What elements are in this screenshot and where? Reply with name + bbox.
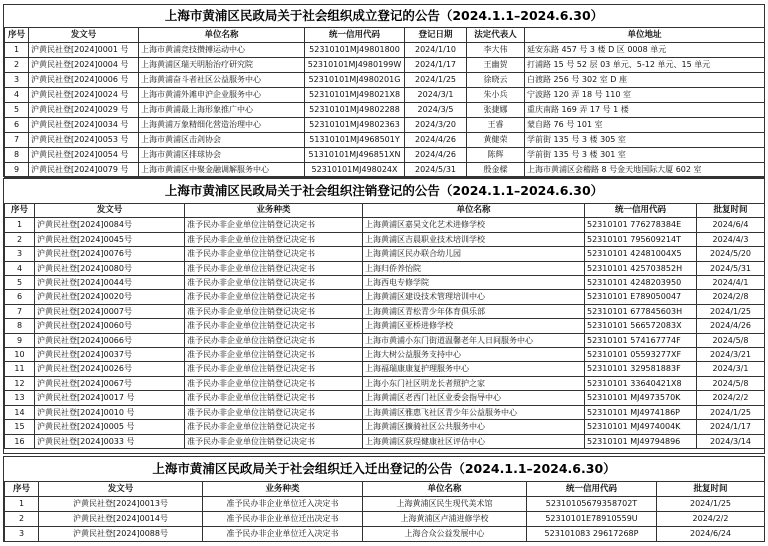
cancellation-table [4, 203, 765, 449]
table-cell: 52310101 329581883F [585, 362, 697, 376]
table-cell: 52310101 MJ49794896 [585, 434, 697, 448]
relocation-table [4, 481, 765, 542]
table-cell: 上海黄浦区雅惠飞社区青少年公益服务中心 [363, 405, 585, 419]
table-cell: 准予民办非企业单位注销登记决定书 [185, 391, 363, 405]
table-cell: 2024/3/20 [405, 118, 467, 133]
column-header: 批复时间 [697, 204, 765, 218]
table-cell: 准予民办非企业单位注销登记决定书 [185, 261, 363, 275]
table-cell: 沪黄民社登[2024]0014号 [39, 512, 203, 527]
table-cell: 上海归侨养怡院 [363, 261, 585, 275]
column-header: 法定代表人 [467, 28, 525, 43]
table-cell: 6 [5, 290, 35, 304]
table-cell: 沪黄民社登[2024]0079 号 [29, 163, 139, 178]
table-cell: 2024/2/2 [697, 391, 765, 405]
registration-section [3, 4, 765, 177]
table-cell: 51310101MJ4968501Y [305, 133, 405, 148]
table-cell: 上海黄浦区老西门社区业委会指导中心 [363, 391, 585, 405]
table-cell: 上海黄浦区建设技术管理培训中心 [363, 290, 585, 304]
table-cell: 准予民办非企业单位迁入决定书 [203, 497, 363, 512]
relocation-section [3, 456, 765, 542]
table-cell: 2024/5/31 [697, 261, 765, 275]
table-cell: 准予民办非企业单位注销登记决定书 [185, 434, 363, 448]
table-cell: 上海黄浦区卢浦进修学校 [363, 512, 527, 527]
table-cell: 52310101MJ49802363 [305, 118, 405, 133]
table-cell: 上海黄浦区青松青少年体育俱乐部 [363, 304, 585, 318]
table-cell: 8 [5, 148, 29, 163]
column-header: 单位名称 [363, 482, 527, 497]
table-cell: 沪黄民社登[2024]0006 号 [29, 73, 139, 88]
table-row [5, 118, 765, 133]
registration-title: 上海市黄浦区民政局关于社会组织成立登记的公告（2024.1.1–2024.6.30） [164, 8, 604, 23]
table-cell: 上海黄浦区民办联合幼儿园 [363, 247, 585, 261]
table-cell: 2024/5/8 [697, 376, 765, 390]
registration-table [4, 27, 765, 178]
table-cell: 2024/1/25 [697, 304, 765, 318]
table-cell: 黄健荣 [467, 133, 525, 148]
column-header: 发文号 [35, 204, 185, 218]
table-cell: 蒙自路 76 号 101 室 [525, 118, 765, 133]
table-cell: 1 [5, 497, 39, 512]
table-cell: 上海西电专修学院 [363, 276, 585, 290]
relocation-title: 上海市黄浦区民政局关于社会组织迁入迁出登记的公告（2024.1.1–2024.6.30） [152, 461, 616, 476]
table-cell: 沪黄民社登[2024]0054 号 [29, 148, 139, 163]
table-row [5, 232, 765, 246]
table-cell: 上海市黄浦小东门街道温馨老年人日间服务中心 [363, 333, 585, 347]
table-cell: 延安东路 457 号 3 楼 D 区 0008 单元 [525, 43, 765, 58]
table-cell: 523101083 29617268P [527, 527, 657, 542]
table-cell: 准予民办非企业单位注销登记决定书 [185, 247, 363, 261]
table-row [5, 88, 765, 103]
table-cell: 1 [5, 43, 29, 58]
table-cell: 52310101MJ4980199W [305, 58, 405, 73]
table-row [5, 163, 765, 178]
table-cell: 2024/1/10 [405, 43, 467, 58]
table-cell: 2024/3/5 [405, 103, 467, 118]
table-cell: 2024/1/17 [697, 420, 765, 434]
table-cell: 沪黄民社登[2024]0076号 [35, 247, 185, 261]
table-cell: 沪黄民社登[2024]0029 号 [29, 103, 139, 118]
table-cell: 52310101 MJ4974186P [585, 405, 697, 419]
table-cell: 2024/4/1 [697, 276, 765, 290]
column-header: 统一信用代码 [585, 204, 697, 218]
registration-header-row [5, 28, 765, 43]
table-cell: 2024/6/4 [697, 218, 765, 232]
table-cell: 52310101 E789050047 [585, 290, 697, 304]
table-cell: 沪黄民社登[2024]0084号 [35, 218, 185, 232]
table-cell: 11 [5, 362, 35, 376]
table-cell: 52310101MJ4980201G [305, 73, 405, 88]
table-cell: 陈辉 [467, 148, 525, 163]
table-cell: 2024/6/24 [657, 527, 765, 542]
table-cell: 上海市黄浦区击剑协会 [139, 133, 305, 148]
table-cell: 52310101 425703852H [585, 261, 697, 275]
table-row [5, 362, 765, 376]
table-row [5, 405, 765, 419]
table-cell: 上海黄浦区吉晨职业技术培训学校 [363, 232, 585, 246]
table-cell: 上海黄浦区民生现代美术馆 [363, 497, 527, 512]
table-cell: 9 [5, 163, 29, 178]
column-header: 批复时间 [657, 482, 765, 497]
table-cell: 上海黄浦区荻珵健康社区评估中心 [363, 434, 585, 448]
column-header: 业务种类 [185, 204, 363, 218]
column-header: 登记日期 [405, 28, 467, 43]
table-cell: 上海大树公益服务支持中心 [363, 348, 585, 362]
table-cell: 2024/4/26 [405, 148, 467, 163]
table-cell: 李大伟 [467, 43, 525, 58]
table-cell: 52310101 574167774F [585, 333, 697, 347]
table-cell: 2024/3/1 [697, 362, 765, 376]
table-cell: 52310101 776278384E [585, 218, 697, 232]
table-row [5, 276, 765, 290]
table-cell: 2024/2/8 [697, 290, 765, 304]
table-cell: 上海黄浦区瑞天明胎治疗研究院 [139, 58, 305, 73]
table-cell: 14 [5, 405, 35, 419]
table-cell: 9 [5, 333, 35, 347]
table-row [5, 512, 765, 527]
table-cell: 上海市黄浦外滩申沪企业服务中心 [139, 88, 305, 103]
table-cell: 1 [5, 218, 35, 232]
table-cell: 52310101 4248203950 [585, 276, 697, 290]
table-cell: 51310101MJ496851XN [305, 148, 405, 163]
table-row [5, 148, 765, 163]
table-cell: 沪黄民社登[2024]0067号 [35, 376, 185, 390]
column-header: 业务种类 [203, 482, 363, 497]
table-cell: 3 [5, 527, 39, 542]
table-cell: 2024/2/2 [657, 512, 765, 527]
table-cell: 沪黄民社登[2024]0080号 [35, 261, 185, 275]
table-row [5, 73, 765, 88]
table-cell: 52310101MJ49801800 [305, 43, 405, 58]
table-cell: 徐晓云 [467, 73, 525, 88]
table-cell: 2024/3/14 [697, 434, 765, 448]
table-cell: 5 [5, 103, 29, 118]
table-row [5, 261, 765, 275]
table-cell: 沪黄民社登[2024]0007号 [35, 304, 185, 318]
table-cell: 2024/3/21 [697, 348, 765, 362]
table-cell: 王幽贺 [467, 58, 525, 73]
table-cell: 8 [5, 319, 35, 333]
table-cell: 沪黄民社登[2024]0004 号 [29, 58, 139, 73]
column-header: 序号 [5, 482, 39, 497]
column-header: 统一信用代码 [305, 28, 405, 43]
table-cell: 13 [5, 391, 35, 405]
table-cell: 16 [5, 434, 35, 448]
table-cell: 准予民办非企业单位注销登记决定书 [185, 232, 363, 246]
table-cell: 52310101MJ498021X8 [305, 88, 405, 103]
table-cell: 7 [5, 133, 29, 148]
table-cell: 2024/4/3 [697, 232, 765, 246]
table-cell: 沪黄民社登[2024]0001 号 [29, 43, 139, 58]
table-cell: 宁波路 120 弄 18 号 110 室 [525, 88, 765, 103]
table-cell: 准予民办非企业单位注销登记决定书 [185, 405, 363, 419]
table-cell: 准予民办非企业单位注销登记决定书 [185, 362, 363, 376]
table-cell: 上海市黄浦最上海形象推广中心 [139, 103, 305, 118]
table-cell: 准予民办非企业单位注销登记决定书 [185, 276, 363, 290]
table-cell: 沪黄民社登[2024]0066号 [35, 333, 185, 347]
table-cell: 2024/4/26 [405, 133, 467, 148]
column-header: 序号 [5, 204, 35, 218]
table-cell: 沪黄民社登[2024]0010 号 [35, 405, 185, 419]
table-cell: 上海市黄浦区会稽路 8 号金天地国际大厦 602 室 [525, 163, 765, 178]
table-cell: 2024/3/1 [405, 88, 467, 103]
table-cell: 准予民办非企业单位注销登记决定书 [185, 376, 363, 390]
table-cell: 52310101E78910559U [527, 512, 657, 527]
table-cell: 上海福瑞康康复护理服务中心 [363, 362, 585, 376]
table-cell: 4 [5, 88, 29, 103]
table-cell: 52310101 MJ4973570K [585, 391, 697, 405]
table-cell: 沪黄民社登[2024]0088号 [39, 527, 203, 542]
table-cell: 准予民办非企业单位注销登记决定书 [185, 218, 363, 232]
table-cell: 52310101 677845603H [585, 304, 697, 318]
table-cell: 上海黄浦区嘉昊文化艺术进修学校 [363, 218, 585, 232]
table-cell: 沪黄民社登[2024]0024 号 [29, 88, 139, 103]
table-cell: 52310101 05593277XF [585, 348, 697, 362]
table-cell: 准予民办非企业单位迁出决定书 [203, 512, 363, 527]
table-row [5, 333, 765, 347]
table-cell: 重庆南路 169 弄 17 号 1 楼 [525, 103, 765, 118]
table-cell: 上海市黄浦区排球协会 [139, 148, 305, 163]
table-cell: 沪黄民社登[2024]0045号 [35, 232, 185, 246]
table-cell: 6 [5, 118, 29, 133]
table-cell: 沪黄民社登[2024]0053 号 [29, 133, 139, 148]
table-cell: 52310101 42481004X5 [585, 247, 697, 261]
cancellation-header-row [5, 204, 765, 218]
table-cell: 52310101 33640421X8 [585, 376, 697, 390]
table-cell: 上海市黄浦区中聚金融调解服务中心 [139, 163, 305, 178]
table-cell: 准予民办非企业单位注销登记决定书 [185, 333, 363, 347]
table-row [5, 420, 765, 434]
table-cell: 上海黄浦万象精细化营造治理中心 [139, 118, 305, 133]
table-cell: 15 [5, 420, 35, 434]
table-cell: 52310101 795609214T [585, 232, 697, 246]
table-cell: 沪黄民社登[2024]0033 号 [35, 434, 185, 448]
table-cell: 张捷娜 [467, 103, 525, 118]
table-row [5, 58, 765, 73]
table-cell: 准予民办非企业单位迁入决定书 [203, 527, 363, 542]
table-cell: 2024/1/17 [405, 58, 467, 73]
table-cell: 朱小兵 [467, 88, 525, 103]
column-header: 发文号 [29, 28, 139, 43]
relocation-header-row [5, 482, 765, 497]
table-cell: 2 [5, 512, 39, 527]
table-cell: 准予民办非企业单位注销登记决定书 [185, 304, 363, 318]
table-cell: 2024/5/20 [697, 247, 765, 261]
table-cell: 沪黄民社登[2024]0037号 [35, 348, 185, 362]
table-cell: 上海黄浦奋斗者社区公益服务中心 [139, 73, 305, 88]
table-row [5, 527, 765, 542]
table-row [5, 434, 765, 448]
table-cell: 上海小东门社区明龙长者照护之家 [363, 376, 585, 390]
table-cell: 殷金樑 [467, 163, 525, 178]
column-header: 序号 [5, 28, 29, 43]
table-cell: 上海黄浦区擴骑社区公共服务中心 [363, 420, 585, 434]
table-row [5, 391, 765, 405]
column-header: 统一信用代码 [527, 482, 657, 497]
table-row [5, 103, 765, 118]
table-row [5, 247, 765, 261]
table-cell: 2 [5, 58, 29, 73]
table-cell: 沪黄民社登[2024]0005 号 [35, 420, 185, 434]
table-row [5, 348, 765, 362]
table-row [5, 290, 765, 304]
table-cell: 12 [5, 376, 35, 390]
table-cell: 2024/5/31 [405, 163, 467, 178]
table-cell: 沪黄民社登[2024]0017 号 [35, 391, 185, 405]
table-cell: 沪黄民社登[2024]0020号 [35, 290, 185, 304]
table-cell: 52310101 566572083X [585, 319, 697, 333]
table-cell: 打浦路 15 号 52 层 03 单元、5-12 单元、15 单元 [525, 58, 765, 73]
table-cell: 2024/1/25 [697, 405, 765, 419]
table-cell: 白渡路 256 号 302 室 D 座 [525, 73, 765, 88]
column-header: 单位地址 [525, 28, 765, 43]
table-cell: 准予民办非企业单位注销登记决定书 [185, 319, 363, 333]
table-row [5, 218, 765, 232]
table-cell: 5231010567935870​2T [527, 497, 657, 512]
table-cell: 10 [5, 348, 35, 362]
table-cell: 准予民办非企业单位注销登记决定书 [185, 348, 363, 362]
table-cell: 2024/5/8 [697, 333, 765, 347]
table-cell: 准予民办非企业单位注销登记决定书 [185, 420, 363, 434]
table-cell: 2024/1/25 [657, 497, 765, 512]
table-cell: 52310101MJ49802288 [305, 103, 405, 118]
table-row [5, 133, 765, 148]
table-cell: 5 [5, 276, 35, 290]
table-cell: 准予民办非企业单位注销登记决定书 [185, 290, 363, 304]
table-cell: 沪黄民社登[2024]0026号 [35, 362, 185, 376]
table-cell: 学前街 135 号 3 楼 305 室 [525, 133, 765, 148]
table-cell: 沪黄民社登[2024]0013号 [39, 497, 203, 512]
table-row [5, 376, 765, 390]
table-cell: 沪黄民社登[2024]0044号 [35, 276, 185, 290]
table-cell: 3 [5, 73, 29, 88]
table-cell: 上海市黄浦竞技攒搏运动中心 [139, 43, 305, 58]
table-row [5, 304, 765, 318]
table-cell: 2 [5, 232, 35, 246]
cancellation-section [3, 178, 765, 454]
table-cell: 学前街 135 号 3 楼 301 室 [525, 148, 765, 163]
column-header: 发文号 [39, 482, 203, 497]
table-cell: 沪黄民社登[2024]0034 号 [29, 118, 139, 133]
table-cell: 2024/4/26 [697, 319, 765, 333]
table-row [5, 43, 765, 58]
table-row [5, 319, 765, 333]
table-cell: 7 [5, 304, 35, 318]
table-cell: 王睿 [467, 118, 525, 133]
table-cell: 4 [5, 261, 35, 275]
cancellation-title: 上海市黄浦区民政局关于社会组织注销登记的公告（2024.1.1–2024.6.30） [164, 183, 604, 198]
table-row [5, 497, 765, 512]
table-cell: 2024/1/25 [405, 73, 467, 88]
table-cell: 3 [5, 247, 35, 261]
column-header: 单位名称 [363, 204, 585, 218]
table-cell: 52310101MJ498024X [305, 163, 405, 178]
column-header: 单位名称 [139, 28, 305, 43]
table-cell: 上海黄浦区亚桥进修学校 [363, 319, 585, 333]
table-cell: 上海合众公益发展中心 [363, 527, 527, 542]
table-cell: 52310101 MJ4974004K [585, 420, 697, 434]
table-cell: 沪黄民社登[2024]0060号 [35, 319, 185, 333]
